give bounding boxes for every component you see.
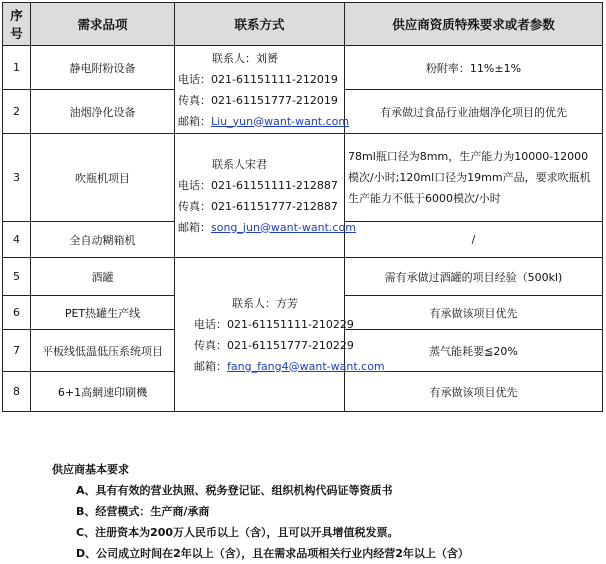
contact-cell — [175, 134, 356, 258]
header-item: 需求品项 — [31, 3, 175, 46]
header-requirements: 供应商资质特殊要求或者参数 — [345, 3, 603, 46]
row-item: PET热罐生产线 — [31, 296, 175, 330]
email-label: 邮箱： — [178, 220, 211, 234]
email-link[interactable]: Liu_yun@want-want.com — [211, 114, 350, 128]
supplier-requirements — [52, 459, 469, 564]
row-no: 4 — [3, 222, 31, 258]
notes-title: 供应商基本要求 — [52, 463, 129, 476]
note-item: D、公司成立时间在2年以上（含），且在需求品项相关行业内经营2年以上（含） — [76, 547, 469, 560]
header-row — [3, 3, 603, 46]
contact-fax: 传真：021-61151777-212887 — [178, 199, 338, 213]
contact-email-line — [178, 111, 350, 132]
email-link[interactable]: fang_fang4@want-want.com — [227, 359, 385, 373]
email-label: 邮箱： — [178, 114, 211, 128]
header-contact: 联系方式 — [175, 3, 345, 46]
row-no: 3 — [3, 134, 31, 222]
row-requirement: 有承做该项目优先 — [345, 372, 603, 412]
row-no: 8 — [3, 372, 31, 412]
note-item: C、注册资本为200万人民币以上（含），且可以开具增值税发票。 — [76, 526, 399, 539]
header-no: 序号 — [3, 3, 31, 46]
row-item: 平板线低温低压系统项目 — [31, 330, 175, 372]
row-requirement: 粉附率：11%±1% — [345, 46, 603, 90]
row-item: 酒罐 — [31, 258, 175, 296]
contact-fax: 传真：021-61151777-210229 — [194, 338, 354, 352]
row-requirement: 有承做该项目优先 — [345, 296, 603, 330]
contact-name: 联系人：方芳 — [232, 296, 298, 310]
row-item: 油烟净化设备 — [31, 90, 175, 134]
contact-phone: 电话：021-61151111-212887 — [178, 178, 338, 192]
contact-cell — [175, 46, 350, 134]
row-requirement: 78ml瓶口径为8mm，生产能力为10000-12000模次/小时;120ml口径为19mm产品，要求吹瓶机生产能力不低于6000模次/小时 — [345, 134, 603, 222]
row-requirement: 需有承做过酒罐的项目经验（500kl) — [345, 258, 603, 296]
table-row — [3, 134, 603, 222]
table-row — [3, 258, 603, 296]
row-requirement: 蒸气能耗要≦20% — [345, 330, 603, 372]
row-no: 5 — [3, 258, 31, 296]
row-item: 全自动糊箱机 — [31, 222, 175, 258]
email-label: 邮箱： — [194, 359, 227, 373]
row-item: 静电附粉设备 — [31, 46, 175, 90]
row-no: 1 — [3, 46, 31, 90]
contact-email-line — [178, 217, 356, 238]
table-row — [3, 46, 603, 90]
row-requirement: 有承做过食品行业油烟净化项目的优先 — [345, 90, 603, 134]
row-no: 7 — [3, 330, 31, 372]
contact-email-line — [178, 356, 385, 377]
contact-name: 联系人宋君 — [212, 157, 267, 171]
contact-cell — [175, 258, 385, 412]
row-no: 6 — [3, 296, 31, 330]
contact-name: 联系人：刘赟 — [212, 51, 278, 65]
row-no: 2 — [3, 90, 31, 134]
row-requirement: / — [345, 222, 603, 258]
contact-fax: 传真：021-61151777-212019 — [178, 93, 338, 107]
contact-phone: 电话：021-61151111-210229 — [194, 317, 354, 331]
note-item: B、经营模式：生产商/承商 — [76, 505, 210, 518]
email-link[interactable]: song_jun@want-want.com — [211, 220, 356, 234]
note-item: A、具有有效的营业执照、税务登记证、组织机构代码证等资质书 — [76, 484, 393, 497]
contact-phone: 电话：021-61151111-212019 — [178, 72, 338, 86]
row-item: 6+1高網速印刷機 — [31, 372, 175, 412]
requirements-table — [2, 2, 603, 412]
row-item: 吹瓶机项目 — [31, 134, 175, 222]
